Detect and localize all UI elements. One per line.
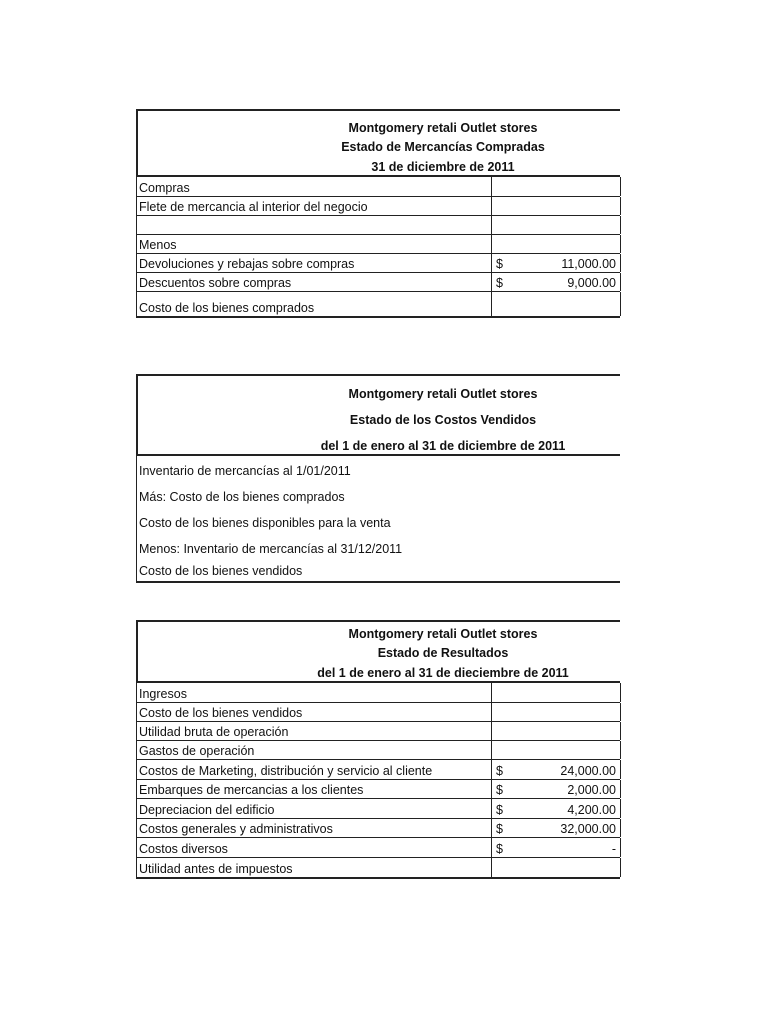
- table-row: [136, 683, 620, 703]
- amount-cell: [491, 780, 621, 798]
- amount-value: 9,000.00: [567, 276, 616, 290]
- currency-symbol: $: [496, 764, 503, 778]
- currency-symbol: $: [496, 783, 503, 797]
- list-item: Costo de los bienes vendidos: [139, 564, 303, 578]
- currency-symbol: $: [496, 257, 503, 271]
- row-label: Devoluciones y rebajas sobre compras: [139, 257, 355, 271]
- row-label: Descuentos sobre compras: [139, 276, 292, 290]
- amount-cell: [491, 254, 621, 272]
- statement-date: 31 de diciembre de 2011: [371, 160, 515, 174]
- amount-value: 2,000.00: [567, 783, 616, 797]
- table-row: [136, 254, 620, 273]
- amount-cell: [491, 197, 621, 215]
- table-row: [136, 216, 620, 235]
- table-row: [136, 722, 620, 741]
- amount-cell: [491, 703, 621, 721]
- amount-cell: [491, 760, 621, 779]
- amount-cell: [491, 838, 621, 857]
- row-label: Flete de mercancia al interior del negocio: [139, 200, 368, 214]
- amount-cell: [491, 216, 621, 234]
- row-label: Gastos de operación: [139, 744, 255, 758]
- table-row: [136, 799, 620, 819]
- amount-cell: [491, 292, 621, 316]
- row-label: Menos: [139, 238, 177, 252]
- statement-header: [136, 109, 620, 177]
- table-row: [136, 819, 620, 838]
- table-row: [136, 235, 620, 254]
- company-name: Montgomery retali Outlet stores: [348, 121, 538, 135]
- row-label: Costo de los bienes comprados: [139, 301, 315, 315]
- statement-title: Estado de Resultados: [377, 646, 509, 660]
- amount-cell: [491, 235, 621, 253]
- table-row: [136, 760, 620, 780]
- table-row: [136, 292, 620, 318]
- row-label: Utilidad antes de impuestos: [139, 862, 293, 876]
- row-label: Costos generales y administrativos: [139, 822, 333, 836]
- amount-cell: [491, 177, 621, 196]
- amount-cell: [491, 819, 621, 837]
- row-label: Costo de los bienes vendidos: [139, 706, 303, 720]
- list-body: [136, 456, 620, 583]
- amount-value: -: [611, 842, 616, 856]
- table-row: [136, 177, 620, 197]
- amount-value: 11,000.00: [561, 257, 616, 271]
- table-row: [136, 197, 620, 216]
- statement-header: [136, 620, 620, 683]
- statement-title: Estado de Mercancías Compradas: [341, 140, 545, 154]
- row-label: Compras: [139, 181, 190, 195]
- currency-symbol: $: [496, 276, 503, 290]
- amount-cell: [491, 741, 621, 759]
- table-row: [136, 858, 620, 879]
- company-name: Montgomery retali Outlet stores: [348, 387, 538, 401]
- statement-header: [136, 374, 620, 456]
- list-item: Más: Costo de los bienes comprados: [139, 490, 345, 504]
- statement-mercancias-compradas: [136, 109, 620, 315]
- table-row: [136, 273, 620, 292]
- table-row: [136, 838, 620, 858]
- amount-cell: [491, 799, 621, 818]
- row-label: Costos diversos: [139, 842, 228, 856]
- company-name: Montgomery retali Outlet stores: [348, 627, 538, 641]
- statement-title: Estado de los Costos Vendidos: [349, 413, 537, 427]
- statement-resultados: [136, 620, 620, 876]
- amount-cell: [491, 273, 621, 291]
- amount-cell: [491, 722, 621, 740]
- currency-symbol: $: [496, 842, 503, 856]
- table-row: [136, 780, 620, 799]
- row-label: Embarques de mercancias a los clientes: [139, 783, 364, 797]
- row-label: Depreciacion del edificio: [139, 803, 275, 817]
- amount-cell: [491, 683, 621, 702]
- row-label: Costos de Marketing, distribución y servicio al cliente: [139, 764, 433, 778]
- list-item: Menos: Inventario de mercancías al 31/12/2011: [139, 542, 403, 556]
- statement-costos-vendidos: [136, 374, 620, 578]
- statement-date: del 1 de enero al 31 de dieciembre de 2011: [317, 666, 569, 680]
- table-row: [136, 741, 620, 760]
- table-row: [136, 703, 620, 722]
- currency-symbol: $: [496, 822, 503, 836]
- amount-value: 32,000.00: [560, 822, 616, 836]
- amount-value: 24,000.00: [560, 764, 616, 778]
- list-item: Inventario de mercancías al 1/01/2011: [139, 464, 351, 478]
- amount-cell: [491, 858, 621, 877]
- statement-date: del 1 de enero al 31 de diciembre de 2011: [320, 439, 566, 453]
- row-label: Ingresos: [139, 687, 187, 701]
- currency-symbol: $: [496, 803, 503, 817]
- row-label: Utilidad bruta de operación: [139, 725, 289, 739]
- list-item: Costo de los bienes disponibles para la venta: [139, 516, 391, 530]
- amount-value: 4,200.00: [567, 803, 616, 817]
